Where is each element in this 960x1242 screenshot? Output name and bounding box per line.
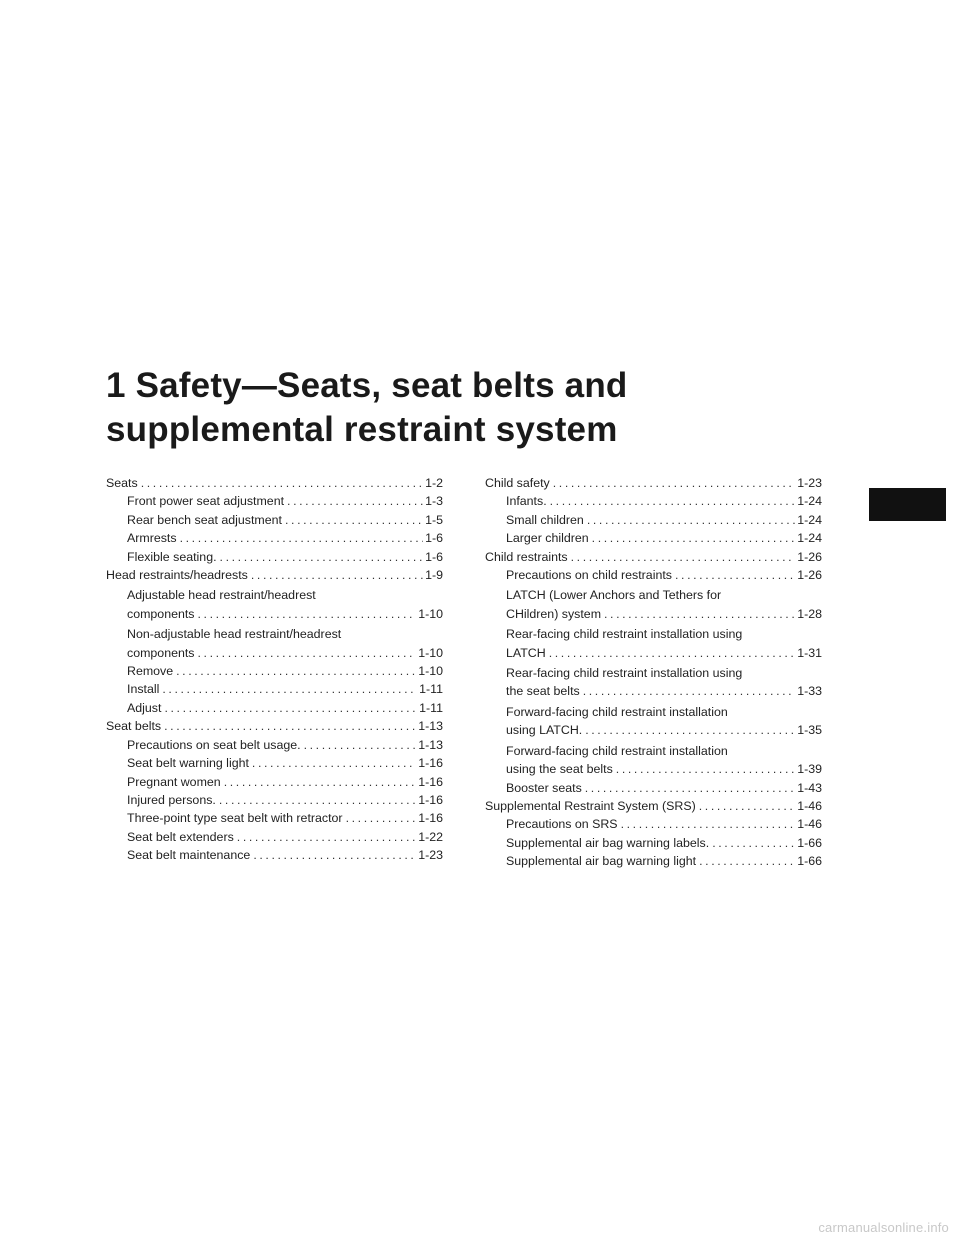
- dot-leader: [571, 548, 796, 566]
- toc-page-number: 1-26: [797, 568, 822, 583]
- toc-entry[interactable]: [106, 529, 443, 547]
- dot-leader: [176, 662, 416, 680]
- toc-entry[interactable]: [106, 791, 443, 809]
- toc-page-number: 1-10: [418, 645, 443, 660]
- dot-leader: [621, 815, 796, 833]
- toc-entry-title-first-line: Forward-facing child restraint installation: [506, 743, 728, 758]
- toc-entry-title: Install: [127, 682, 160, 697]
- toc-entry-title: Three-point type seat belt with retractor: [127, 811, 343, 826]
- dot-leader: [346, 809, 417, 827]
- toc-entry[interactable]: [106, 566, 443, 584]
- dot-leader: [180, 529, 424, 547]
- toc-page-number: 1-24: [797, 494, 822, 509]
- toc-entry-title: Child restraints: [485, 549, 568, 564]
- toc-entry-title: Infants.: [506, 494, 547, 509]
- toc-entry-title: Precautions on seat belt usage.: [127, 737, 301, 752]
- dot-leader: [585, 779, 795, 797]
- toc-entry[interactable]: [485, 586, 822, 623]
- toc-entry[interactable]: [485, 742, 822, 779]
- toc-entry[interactable]: [106, 474, 443, 492]
- toc-entry[interactable]: [485, 703, 822, 740]
- toc-entry[interactable]: [106, 625, 443, 662]
- dot-leader: [224, 773, 417, 791]
- chapter-title-line-1: 1 Safety—Seats, seat belts and: [106, 366, 628, 405]
- toc-entry-title: Seat belt warning light: [127, 756, 249, 771]
- toc-entry[interactable]: [485, 834, 822, 852]
- dot-leader: [220, 548, 424, 566]
- toc-entry[interactable]: [485, 566, 822, 584]
- toc-page-number: 1-35: [797, 723, 822, 738]
- toc-entry[interactable]: [485, 779, 822, 797]
- toc-entry[interactable]: [106, 773, 443, 791]
- toc-entry-title: Child safety: [485, 476, 550, 490]
- toc-entry[interactable]: [485, 797, 822, 815]
- toc-entry[interactable]: [485, 511, 822, 529]
- toc-entry-title-first-line: LATCH (Lower Anchors and Tethers for: [506, 588, 722, 603]
- toc-entry[interactable]: [106, 828, 443, 846]
- toc-page-number: 1-6: [425, 531, 443, 546]
- toc-page-number: 1-6: [425, 549, 443, 564]
- toc-entry[interactable]: [485, 852, 822, 870]
- toc-entry[interactable]: [106, 754, 443, 772]
- toc-entry-title: Small children: [506, 512, 584, 527]
- toc-entry-title-first-line: Non-adjustable head restraint/headrest: [127, 627, 342, 642]
- toc-page-number: 1-10: [418, 606, 443, 621]
- dot-leader: [287, 492, 423, 510]
- toc-page-number: 1-16: [418, 792, 443, 807]
- dot-leader: [164, 699, 417, 717]
- toc-entry-title: Seat belts: [106, 719, 162, 734]
- dot-leader: [198, 605, 417, 623]
- toc-entry-title: Remove: [127, 664, 174, 679]
- chapter-title: [106, 364, 866, 452]
- toc-page-number: 1-66: [797, 854, 822, 869]
- toc-page-number: 1-3: [425, 494, 443, 509]
- dot-leader: [237, 828, 416, 846]
- toc-right-column: [485, 474, 822, 871]
- toc-page-number: 1-43: [797, 780, 822, 795]
- toc-entry-title-first-line: Rear-facing child restraint installation using: [506, 627, 743, 642]
- dot-leader: [219, 791, 416, 809]
- dot-leader: [253, 846, 416, 864]
- toc-entry[interactable]: [106, 662, 443, 680]
- toc-entry-title: Seats: [106, 476, 138, 490]
- toc-entry-title: Larger children: [506, 531, 589, 546]
- toc-entry-title: components: [127, 606, 195, 621]
- toc-entry[interactable]: [485, 529, 822, 547]
- toc-entry-title: Seat belt extenders: [127, 829, 234, 844]
- chapter-title-line-2: supplemental restraint system: [106, 410, 618, 449]
- toc-page-number: 1-23: [797, 476, 822, 490]
- toc-entry[interactable]: [485, 492, 822, 510]
- toc-entry-title: Seat belt maintenance: [127, 848, 251, 863]
- toc-entry-title: Booster seats: [506, 780, 582, 795]
- toc-entry-title-first-line: Adjustable head restraint/headrest: [127, 588, 316, 603]
- toc-entry-title: Flexible seating.: [127, 549, 217, 564]
- dot-leader: [164, 717, 416, 735]
- toc-entry-title: Supplemental air bag warning light: [506, 854, 697, 869]
- toc-page-number: 1-9: [425, 568, 443, 583]
- toc-entry-title: Precautions on SRS: [506, 817, 618, 832]
- dot-leader: [198, 644, 417, 662]
- toc-entry-title: the seat belts: [506, 684, 580, 699]
- toc-page-number: 1-46: [797, 817, 822, 832]
- toc-entry-title: Armrests: [127, 531, 177, 546]
- dot-leader: [616, 760, 795, 778]
- toc-page-number: 1-16: [418, 756, 443, 771]
- dot-leader: [699, 852, 795, 870]
- toc-entry[interactable]: [106, 548, 443, 566]
- toc-entry[interactable]: [106, 492, 443, 510]
- dot-leader: [285, 511, 423, 529]
- dot-leader: [587, 511, 795, 529]
- toc-page-number: 1-11: [419, 700, 443, 715]
- toc-entry-title: Precautions on child restraints: [506, 568, 672, 583]
- toc-entry[interactable]: [106, 717, 443, 735]
- toc-page-number: 1-24: [797, 512, 822, 527]
- dot-leader: [141, 474, 423, 492]
- toc-page-number: 1-2: [425, 476, 443, 490]
- toc-page-number: 1-26: [797, 549, 822, 564]
- toc-page-number: 1-46: [797, 798, 822, 813]
- toc-left-column: [106, 474, 443, 865]
- dot-leader: [699, 797, 795, 815]
- toc-entry-title: Front power seat adjustment: [127, 494, 285, 509]
- dot-leader: [712, 834, 795, 852]
- toc-entry-title: using the seat belts: [506, 762, 613, 777]
- toc-entry-title: Supplemental Restraint System (SRS): [485, 798, 696, 813]
- toc-page-number: 1-11: [419, 682, 443, 697]
- dot-leader: [251, 566, 423, 584]
- toc-entry-title-first-line: Rear-facing child restraint installation using: [506, 666, 743, 681]
- toc-page-number: 1-5: [425, 512, 443, 527]
- dot-leader: [553, 474, 795, 492]
- toc-entry-title: using LATCH.: [506, 723, 583, 738]
- toc-page-number: 1-33: [797, 684, 822, 699]
- dot-leader: [304, 736, 417, 754]
- dot-leader: [583, 682, 795, 700]
- toc-page-number: 1-10: [418, 664, 443, 679]
- watermark: carmanualsonline.info: [818, 1220, 949, 1235]
- dot-leader: [549, 644, 795, 662]
- toc-entry-title: components: [127, 645, 195, 660]
- toc-entry[interactable]: [106, 511, 443, 529]
- toc-page-number: 1-31: [797, 645, 822, 660]
- toc-page-number: 1-28: [797, 606, 822, 621]
- toc-entry-title: Rear bench seat adjustment: [127, 512, 282, 527]
- dot-leader: [585, 721, 795, 739]
- toc-page-number: 1-24: [797, 531, 822, 546]
- dot-leader: [604, 605, 795, 623]
- toc-entry-title: Head restraints/headrests: [106, 568, 248, 583]
- toc-entry-title-first-line: Forward-facing child restraint installation: [506, 704, 728, 719]
- toc-entry[interactable]: [485, 548, 822, 566]
- toc-page-number: 1-16: [418, 811, 443, 826]
- dot-leader: [550, 492, 796, 510]
- toc-entry[interactable]: [106, 586, 443, 623]
- dot-leader: [162, 680, 417, 698]
- toc-entry-title: Pregnant women: [127, 774, 221, 789]
- toc-page-number: 1-13: [418, 719, 443, 734]
- toc-page-number: 1-16: [418, 774, 443, 789]
- toc-entry[interactable]: [106, 680, 443, 698]
- toc-entry-title: Adjust: [127, 700, 162, 715]
- toc-entry[interactable]: [485, 625, 822, 662]
- dot-leader: [252, 754, 416, 772]
- toc-entry[interactable]: [485, 815, 822, 833]
- toc-entry[interactable]: [106, 699, 443, 717]
- dot-leader: [675, 566, 795, 584]
- toc-page-number: 1-39: [797, 762, 822, 777]
- chapter-side-tab: [869, 488, 946, 521]
- toc-page-number: 1-23: [418, 848, 443, 863]
- toc-page-number: 1-13: [418, 737, 443, 752]
- toc-entry[interactable]: [485, 474, 822, 492]
- toc-page-number: 1-22: [418, 829, 443, 844]
- toc-entry[interactable]: [106, 736, 443, 754]
- toc-entry[interactable]: [485, 664, 822, 701]
- toc-entry-title: Supplemental air bag warning labels.: [506, 835, 710, 850]
- toc-entry-title: LATCH: [506, 645, 546, 660]
- dot-leader: [592, 529, 796, 547]
- toc-entry-title: Injured persons.: [127, 792, 216, 807]
- toc-entry-title: CHildren) system: [506, 606, 602, 621]
- toc-entry[interactable]: [106, 809, 443, 827]
- toc-entry[interactable]: [106, 846, 443, 864]
- toc-page-number: 1-66: [797, 835, 822, 850]
